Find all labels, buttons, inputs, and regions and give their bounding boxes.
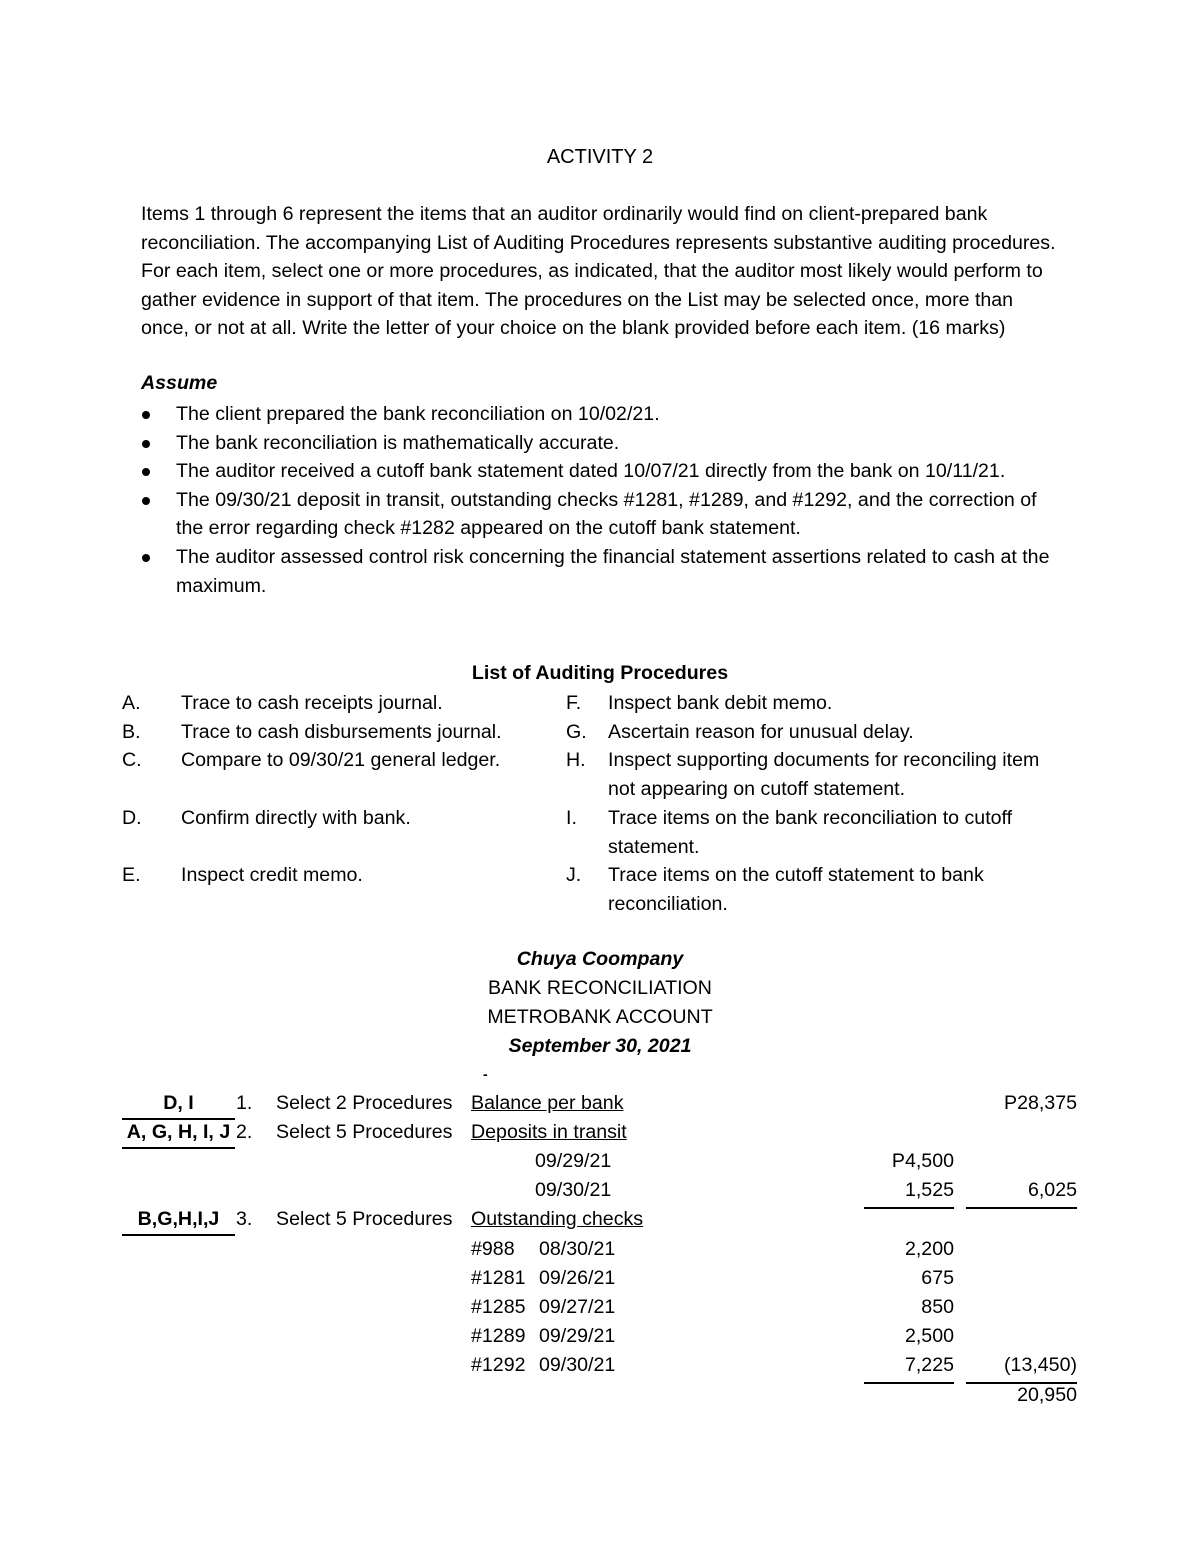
check-number: #1281 xyxy=(471,1267,526,1289)
procedure-b: B. Trace to cash disbursements journal. xyxy=(122,721,502,743)
answer-blank-1[interactable]: D, I xyxy=(122,1092,235,1120)
check-date: 09/30/21 xyxy=(539,1354,616,1376)
item-instruction-3: Select 5 Procedures xyxy=(276,1208,453,1230)
procedure-g: G. Ascertain reason for unusual delay. xyxy=(566,721,914,743)
balance-per-bank-label: Balance per bank xyxy=(471,1092,624,1114)
bullet-icon xyxy=(142,468,150,476)
subtotal-rule xyxy=(864,1207,954,1209)
check-amount: 850 xyxy=(921,1296,954,1318)
statement-title: BANK RECONCILIATION xyxy=(488,977,712,999)
instructions-paragraph: Items 1 through 6 represent the items that an auditor ordinarily would find on client-prepared bank reconciliation. The accompanying List of Auditing Procedures represents substantive auditing procedures. For each item, select one or more procedures, as indicated, that the auditor most likely would perform to gather evidence in support of that item. The procedures on the List may be selected once, more than once, or not at all. Write the letter of your choice on the blank provided before each item. (16 marks) xyxy=(141,203,1056,340)
assumption-item: The bank reconciliation is mathematically accurate. xyxy=(141,429,1061,458)
procedure-f: F. Inspect bank debit memo. xyxy=(566,692,833,714)
check-number: #1292 xyxy=(471,1354,526,1376)
procedure-i: I. Trace items on the bank reconciliation to cutoff statement. xyxy=(566,807,1013,858)
answer-blank-2[interactable]: A, G, H, I, J xyxy=(122,1121,235,1149)
item-number-2: 2. xyxy=(236,1121,253,1143)
subtotal-rule xyxy=(864,1382,954,1384)
check-number: #988 xyxy=(471,1238,515,1260)
check-date: 09/29/21 xyxy=(539,1325,616,1347)
procedure-j: J. Trace items on the cutoff statement to bank reconciliation. xyxy=(566,864,984,915)
assumption-item: The auditor assessed control risk concerning the financial statement assertions related to cash at the maximum. xyxy=(141,543,1061,600)
procedure-e: E. Inspect credit memo. xyxy=(122,864,363,886)
check-amount: 2,200 xyxy=(904,1238,954,1260)
procedure-c: C. Compare to 09/30/21 general ledger. xyxy=(122,749,501,771)
assumption-item: The client prepared the bank reconciliation on 10/02/21. xyxy=(141,400,1061,429)
deposit-amount: P4,500 xyxy=(891,1150,954,1172)
deposits-in-transit-label: Deposits in transit xyxy=(471,1121,627,1143)
assume-label: Assume xyxy=(141,372,218,394)
outstanding-checks-label: Outstanding checks xyxy=(471,1208,644,1230)
procedure-d: D. Confirm directly with bank. xyxy=(122,807,411,829)
stray-mark: - xyxy=(483,1066,488,1082)
item-number-3: 3. xyxy=(236,1208,253,1230)
item-instruction-2: Select 5 Procedures xyxy=(276,1121,453,1143)
bullet-icon xyxy=(142,554,150,562)
item-number-1: 1. xyxy=(236,1092,253,1114)
procedures-title: List of Auditing Procedures xyxy=(471,662,729,684)
check-number: #1285 xyxy=(471,1296,526,1318)
assumption-item: The auditor received a cutoff bank statement dated 10/07/21 directly from the bank on 10/11/21. xyxy=(141,457,1061,486)
assumptions-list xyxy=(141,400,1061,600)
check-date: 09/26/21 xyxy=(539,1267,616,1289)
deposits-total: 6,025 xyxy=(1027,1179,1077,1201)
statement-date: September 30, 2021 xyxy=(508,1035,692,1057)
check-amount: 7,225 xyxy=(904,1354,954,1376)
check-amount: 2,500 xyxy=(904,1325,954,1347)
check-date: 09/27/21 xyxy=(539,1296,616,1318)
account-name: METROBANK ACCOUNT xyxy=(487,1006,713,1028)
deposit-amount: 1,525 xyxy=(904,1179,954,1201)
procedure-a: A. Trace to cash receipts journal. xyxy=(122,692,443,714)
assumption-item: The 09/30/21 deposit in transit, outstanding checks #1281, #1289, and #1292, and the correction of the error regarding check #1282 appeared on the cutoff bank statement. xyxy=(141,486,1061,543)
deposit-date: 09/29/21 xyxy=(535,1150,612,1172)
company-name: Chuya Coompany xyxy=(516,948,684,970)
answer-blank-3[interactable]: B,G,H,I,J xyxy=(122,1208,235,1236)
checks-total: (13,450) xyxy=(1004,1354,1077,1376)
bullet-icon xyxy=(142,440,150,448)
check-date: 08/30/21 xyxy=(539,1238,616,1260)
deposit-date: 09/30/21 xyxy=(535,1179,612,1201)
subtotal-rule xyxy=(966,1207,1077,1209)
reconciled-total: 20,950 xyxy=(1017,1384,1077,1406)
balance-per-bank-total: P28,375 xyxy=(1004,1092,1077,1114)
bullet-icon xyxy=(142,497,150,505)
procedure-h: H. Inspect supporting documents for reconciling item not appearing on cutoff statement. xyxy=(566,749,1040,800)
check-number: #1289 xyxy=(471,1325,526,1347)
item-instruction-1: Select 2 Procedures xyxy=(276,1092,453,1114)
bullet-icon xyxy=(142,411,150,419)
check-amount: 675 xyxy=(921,1267,954,1289)
activity-title: ACTIVITY 2 xyxy=(546,146,654,168)
